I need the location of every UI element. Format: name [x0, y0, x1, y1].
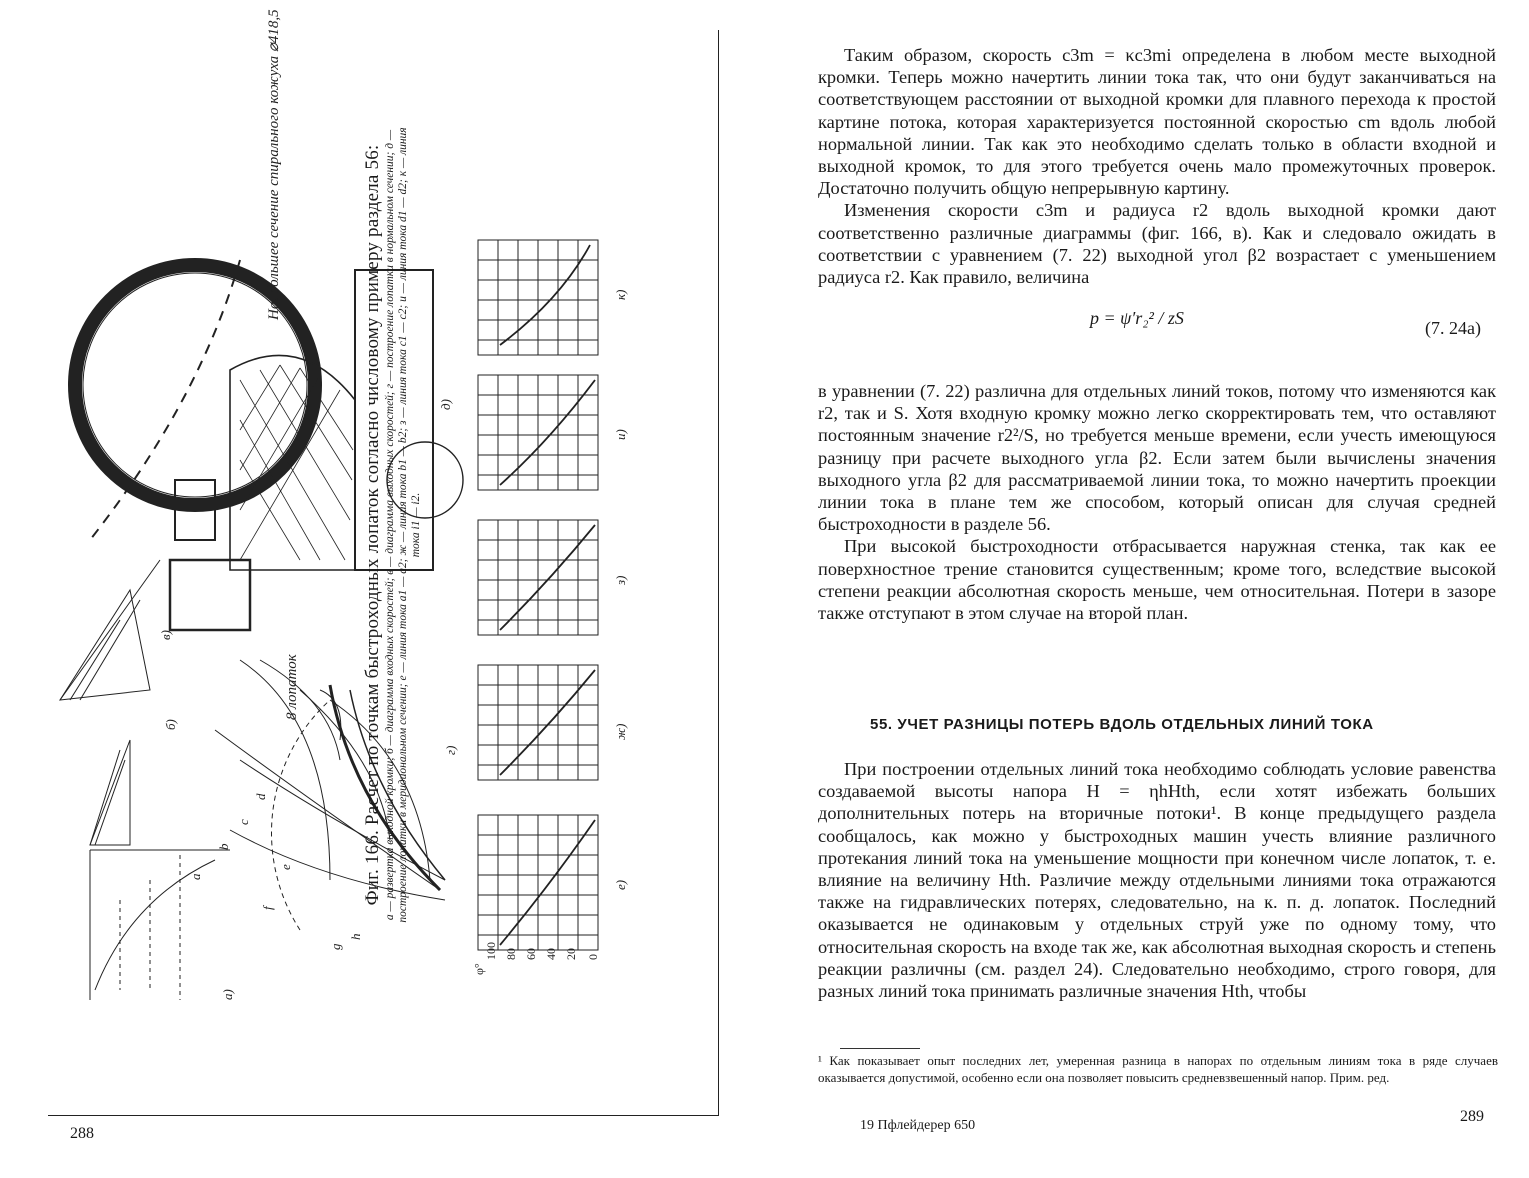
stream-letter-h: h: [348, 933, 363, 940]
left-page: [0, 0, 760, 1178]
text-block-1: [818, 44, 1496, 288]
panel-label-a: а): [220, 989, 235, 1000]
paragraph-1: Таким образом, скорость c3m = κc3mi определена в любом месте выходной кромки. Теперь можно начертить линии тока так, что они будут заканчиваться на соответствующем расстоянии от выходной кромки для плавного перехода к простой картине потока, которая характеризуется постоянной скоростью cm вдоль любой нормальной линии. Так как это необходимо сделать только в области входной и выходной кромок, то для этого требуется очень мало промежуточных проверок. Достаточно получить общую непрерывную картину.: [818, 45, 1496, 199]
figure-caption-legend: а — развертка выходной кромки; б — диаграмма входных скоростей; в — диаграмма выходных скоростей; г — построение лопатки в нормальном сечении; д — построение лопатки в меридиональном сечении; е — линия тока a1 — a2; ж — линия тока b1 — b2; з — линия тока c1 — c2; и — линия тока d1 — d2; к — линия тока i1 — i2.: [384, 127, 422, 923]
stream-letter-g: g: [328, 943, 343, 950]
chart-y-tick-80: 80: [504, 948, 518, 960]
printer-signature: 19 Пфлейдерер 650: [860, 1118, 976, 1133]
stream-letter-b: b: [216, 843, 231, 850]
chart-y-tick-0: 0: [586, 954, 600, 960]
paragraph-5: При построении отдельных линий тока необходимо соблюдать условие равенства создаваемой высоты напора H = ηhHth, если хотят избежать больших дополнительных потерь на вторичные потоки¹. В конце предыдущего раздела сообщалось, как можно у быстроходных машин учесть влияние различного протекания линий тока на уменьшение мощности при конечном числе лопаток, т. е. влияние на величину Hth. Различие между отдельными линиями тока отражаются также на гидравлических потерях, следовательно, на к. п. д. лопаток. Последний оказывается не одинаковым у отдельных струй уже по одному тому, что относительная скорость на входе так же, как абсолютная выходная скорость и степень реакции различны (см. раздел 24). Следовательно необходимо, строго говоря, для разных линий тока принимать различные значения Hth, чтобы: [818, 759, 1496, 1002]
panel-label-e: е): [613, 879, 628, 890]
chart-panel-i: [478, 375, 598, 490]
text-block-2: [818, 380, 1496, 624]
panel-a-diagram: [90, 850, 230, 1000]
panel-label-k: к): [613, 289, 628, 300]
paragraph-3: в уравнении (7. 22) различна для отдельных линий токов, потому что изменяются как r2, так и S. Хотя входную кромку можно легко скорректировать тем, что оставляют постоянным значение r2²/S, но требуется меньше времени, если учесть имеющуюся разницу при расчете выходного угла β2. Если затем были вычислены значения выходного угла β2 для рассматриваемой линии тока, то можно начертить проекции линии тока в плане тем же способом, который описан для случая средней быстроходности в разделе 56.: [818, 381, 1496, 535]
formula-number: (7. 24а): [1425, 318, 1481, 338]
chart-y-axis-label: φ°: [472, 963, 486, 975]
chart-y-tick-20: 20: [564, 948, 578, 960]
page-number-right: 289: [1460, 1108, 1484, 1125]
panel-label-v: в): [158, 630, 173, 640]
figure-caption: [362, 115, 423, 935]
panel-label-b: б): [163, 719, 178, 730]
formula-7-24a: p = ψ′r₂² / zS: [1090, 308, 1184, 328]
chart-panel-e: [478, 815, 598, 950]
chart-panel-k: [478, 240, 598, 355]
right-page: [760, 0, 1529, 1178]
text-block-3: [818, 758, 1496, 1002]
panel-label-z: з): [613, 575, 628, 585]
chart-panel-z: [478, 520, 598, 635]
stream-letter-f: f: [260, 906, 275, 910]
figure-caption-title: Фиг. 166. Расчет по точкам быстроходных лопаток согласно числовому примеру раздела 56:: [362, 144, 383, 906]
panel-label-g: г): [443, 745, 458, 755]
stream-letter-d: d: [253, 793, 268, 800]
panel-label-d: д): [438, 399, 453, 410]
chart-y-tick-100: 100: [484, 942, 498, 960]
chart-y-tick-40: 40: [544, 948, 558, 960]
stream-letter-e: e: [278, 864, 293, 870]
stream-letter-a: a: [188, 873, 203, 880]
streamline-charts: [478, 240, 598, 950]
panel-c-triangles: [60, 560, 160, 700]
annotation-largest-section: Наибольшее сечение спирального кожуха ⌀418,5: [266, 9, 282, 320]
footnote: ¹ Как показывает опыт последних лет, умеренная разница в напорах по отдельным линиям тока в ряде случаев оказывается допустимой, особенно если она позволяет повысить средневзвешенный напор. Прим. ред.: [818, 1053, 1498, 1085]
panel-label-i: и): [613, 429, 628, 440]
chart-panel-zh: [478, 665, 598, 780]
panel-label-zh: ж): [613, 723, 628, 740]
page-number-left: 288: [70, 1125, 94, 1142]
chart-y-tick-60: 60: [524, 948, 538, 960]
paragraph-2: Изменения скорости c3m и радиуса r2 вдоль выходной кромки дают соответственно различные диаграммы (фиг. 166, в). Как и следовало ожидать в соответствии с уравнением (7. 22) выходной угол β2 возрастает с уменьшением радиуса r2. Как правило, величина: [818, 200, 1496, 288]
stream-letter-c: c: [236, 819, 251, 825]
annotation-blade-count: 8 лопаток: [284, 654, 300, 720]
footnote-divider: [840, 1048, 920, 1049]
panel-b-triangles: [90, 740, 130, 845]
section-heading-55: 55. УЧЕТ РАЗНИЦЫ ПОТЕРЬ ВДОЛЬ ОТДЕЛЬНЫХ ЛИНИЙ ТОКА: [870, 716, 1374, 733]
paragraph-4: При высокой быстроходности отбрасывается наружная стенка, так как ее поверхностное трение становится существенным; кроме того, вследствие высокой степени реакции абсолютная скорость меньше, чем относительная. Потери в зазоре также отступают в этом случае на второй план.: [818, 536, 1496, 624]
